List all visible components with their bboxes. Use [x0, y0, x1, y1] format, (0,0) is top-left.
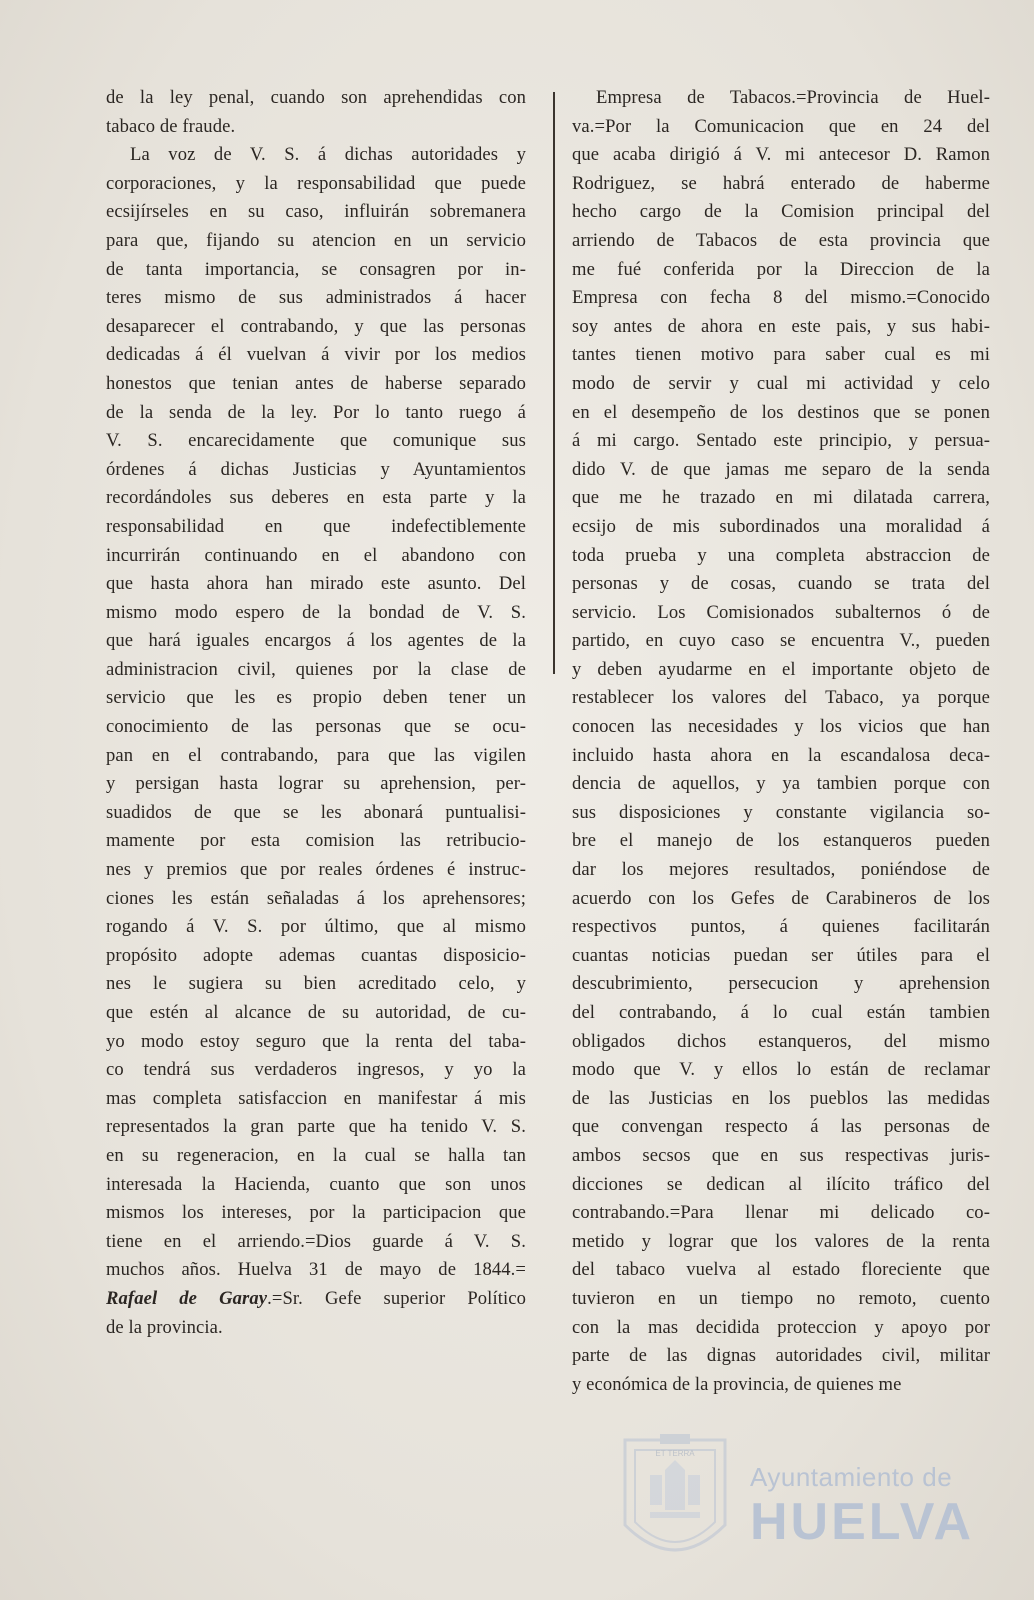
text-line: acuerdo con los Gefes de Carabineros de los	[572, 887, 990, 909]
text-line: toda prueba y una completa abstraccion de	[572, 544, 990, 566]
text-line: conocimiento de las personas que se ocu-	[106, 716, 526, 738]
text-line: administracion civil, quienes por la clase de	[106, 658, 526, 680]
text-line: dar los mejores resultados, poniéndose de	[572, 859, 990, 881]
text-line: arriendo de Tabacos de esta provincia que	[572, 229, 990, 251]
text-line: ambos secsos que en sus respectivas juris-	[572, 1144, 990, 1166]
text-line: muchos años. Huelva 31 de mayo de 1844.=	[106, 1259, 526, 1281]
text-line: que hasta ahora han mirado este asunto. Del	[106, 573, 526, 595]
text-line: del tabaco vuelva al estado floreciente que	[572, 1259, 990, 1281]
text-line: tabaco de fraude.	[106, 115, 236, 137]
text-line: va.=Por la Comunicacion que en 24 del	[572, 115, 990, 137]
text-line: yo modo estoy seguro que la renta del taba-	[106, 1030, 526, 1052]
text-line: á mi cargo. Sentado este principio, y persua-	[572, 430, 990, 452]
text-line: partido, en cuyo caso se encuentra V., pueden	[572, 630, 990, 652]
text-line: rogando á V. S. por último, que al mismo	[106, 916, 526, 938]
text-line: desaparecer el contrabando, y que las personas	[106, 315, 526, 337]
text-line: incluido hasta ahora en la escandalosa deca-	[572, 744, 990, 766]
text-line: bre el manejo de los estanqueros pueden	[572, 830, 990, 852]
text-line: y persigan hasta lograr su aprehension, per-	[106, 773, 526, 795]
text-line: La voz de V. S. á dichas autoridades y	[130, 144, 526, 166]
text-line: Rodriguez, se habrá enterado de haberme	[572, 172, 990, 194]
text-line: cuantas noticias puedan ser útiles para el	[572, 944, 990, 966]
text-line: tuvieron en un tiempo no remoto, cuento	[572, 1287, 990, 1309]
text-line: mismo modo espero de la bondad de V. S.	[106, 601, 526, 623]
text-line: responsabilidad en que indefectiblemente	[106, 515, 526, 537]
text-line: modo que V. y ellos lo están de reclamar	[572, 1059, 990, 1081]
text-line: ciones les están señaladas á los aprehensores;	[106, 887, 526, 909]
text-line: contrabando.=Para llenar mi delicado co-	[572, 1202, 990, 1224]
text-line: metido y lograr que los valores de la renta	[572, 1230, 990, 1252]
text-line: mas completa satisfaccion en manifestar á mis	[106, 1087, 526, 1109]
text-line: dicciones se dedican al ilícito tráfico del	[572, 1173, 990, 1195]
text-line: dencia de aquellos, y ya tambien porque con	[572, 773, 990, 795]
text-line: que estén al alcance de su autoridad, de cu-	[106, 1002, 526, 1023]
text-line: y económica de la provincia, de quienes me	[572, 1373, 902, 1395]
right-column	[572, 84, 990, 1399]
text-line: personas y de cosas, cuando se trata del	[572, 573, 990, 595]
text-line: obligados dichos estanqueros, del mismo	[572, 1030, 990, 1052]
text-line: del contrabando, á lo cual están tambien	[572, 1002, 990, 1023]
text-line: en el desempeño de los destinos que se ponen	[572, 401, 990, 423]
text-line: suadidos de que se les abonará puntualisi-	[106, 801, 526, 823]
text-line: soy antes de ahora en este pais, y sus habi-	[572, 315, 990, 337]
text-line: dedicadas á él vuelvan á vivir por los medios	[106, 344, 526, 366]
text-line: dido V. de que jamas me separo de la senda	[572, 458, 990, 480]
svg-text:ET TERRA: ET TERRA	[655, 1449, 695, 1458]
text-line: sus disposiciones y constante vigilancia so-	[572, 801, 990, 823]
text-line: Empresa de Tabacos.=Provincia de Huel-	[596, 87, 990, 108]
text-line: honestos que tenian antes de haberse separado	[106, 372, 526, 394]
watermark-line2: HUELVA	[750, 1493, 975, 1551]
text-line: descubrimiento, persecucion y aprehension	[572, 973, 990, 995]
text-line: que acaba dirigió á V. mi antecesor D. Ramon	[572, 144, 990, 166]
text-line: conocen las necesidades y los vicios que han	[572, 716, 990, 738]
text-line: que hará iguales encargos á los agentes de la	[106, 630, 526, 652]
text-line: ecsijírseles en su caso, influirán sobremanera	[106, 201, 526, 223]
text-line: incurrirán continuando en el abandono con	[106, 544, 526, 566]
column-divider	[553, 92, 555, 674]
text-line: corporaciones, y la responsabilidad que puede	[106, 172, 526, 194]
text-line: que convengan respecto á las personas de	[572, 1116, 990, 1138]
text-line: de tanta importancia, se consagren por in-	[106, 258, 526, 280]
text-line: de la senda de la ley. Por lo tanto ruego á	[106, 401, 526, 423]
text-line: representados la gran parte que ha tenido V. S.	[106, 1116, 526, 1138]
text-line: ecsijo de mis subordinados una moralidad á	[572, 515, 990, 537]
text-line: co tendrá sus verdaderos ingresos, y yo la	[106, 1059, 526, 1081]
text-line: Rafael de Garay.=Sr. Gefe superior Político	[106, 1287, 526, 1309]
text-line: parte de las dignas autoridades civil, militar	[572, 1345, 990, 1367]
text-line: restablecer los valores del Tabaco, ya porque	[572, 687, 990, 709]
left-column	[106, 84, 526, 1342]
text-line: órdenes á dichas Justicias y Ayuntamientos	[106, 458, 526, 480]
text-line: interesada la Hacienda, cuanto que son unos	[106, 1173, 526, 1195]
text-line: recordándoles sus deberes en esta parte y la	[106, 487, 526, 509]
text-line: tantes tienen motivo para saber cual es mi	[572, 344, 990, 366]
text-line: y deben ayudarme en el importante objeto de	[572, 658, 990, 680]
text-line: modo de servir y cual mi actividad y celo	[572, 372, 990, 394]
text-line: pan en el contrabando, para que las vigilen	[106, 744, 526, 766]
text-line: respectivos puntos, á quienes facilitarán	[572, 916, 990, 938]
text-line: servicio que les es propio deben tener un	[106, 687, 526, 709]
text-line: teres mismo de sus administrados á hacer	[106, 287, 526, 309]
text-line: Empresa con fecha 8 del mismo.=Conocido	[572, 287, 990, 309]
text-line: de la ley penal, cuando son aprehendidas con	[106, 87, 526, 108]
text-line: de las Justicias en los pueblos las medidas	[572, 1087, 990, 1109]
text-line: para que, fijando su atencion en un servicio	[106, 229, 526, 251]
text-line: mismos los intereses, por la participacion que	[106, 1202, 526, 1224]
text-line: hecho cargo de la Comision principal del	[572, 201, 990, 223]
watermark-line1: Ayuntamiento de	[750, 1462, 953, 1492]
text-line: tiene en el arriendo.=Dios guarde á V. S.	[106, 1230, 526, 1252]
text-line: mamente por esta comision las retribucio-	[106, 830, 526, 852]
text-line: me fué conferida por la Direccion de la	[572, 258, 990, 280]
text-line: nes y premios que por reales órdenes é instruc-	[106, 859, 526, 881]
text-line: de la provincia.	[106, 1316, 223, 1338]
text-line: en su regeneracion, en la cual se halla tan	[106, 1144, 526, 1166]
text-line: propósito adopte ademas cuantas disposicio-	[106, 944, 526, 966]
text-line: que me he trazado en mi dilatada carrera,	[572, 487, 990, 509]
text-line: V. S. encarecidamente que comunique sus	[106, 430, 526, 452]
text-line: nes le sugiera su bien acreditado celo, y	[106, 973, 526, 995]
text-line: servicio. Los Comisionados subalternos ó de	[572, 601, 990, 623]
text-line: con la mas decidida proteccion y apoyo por	[572, 1316, 990, 1338]
